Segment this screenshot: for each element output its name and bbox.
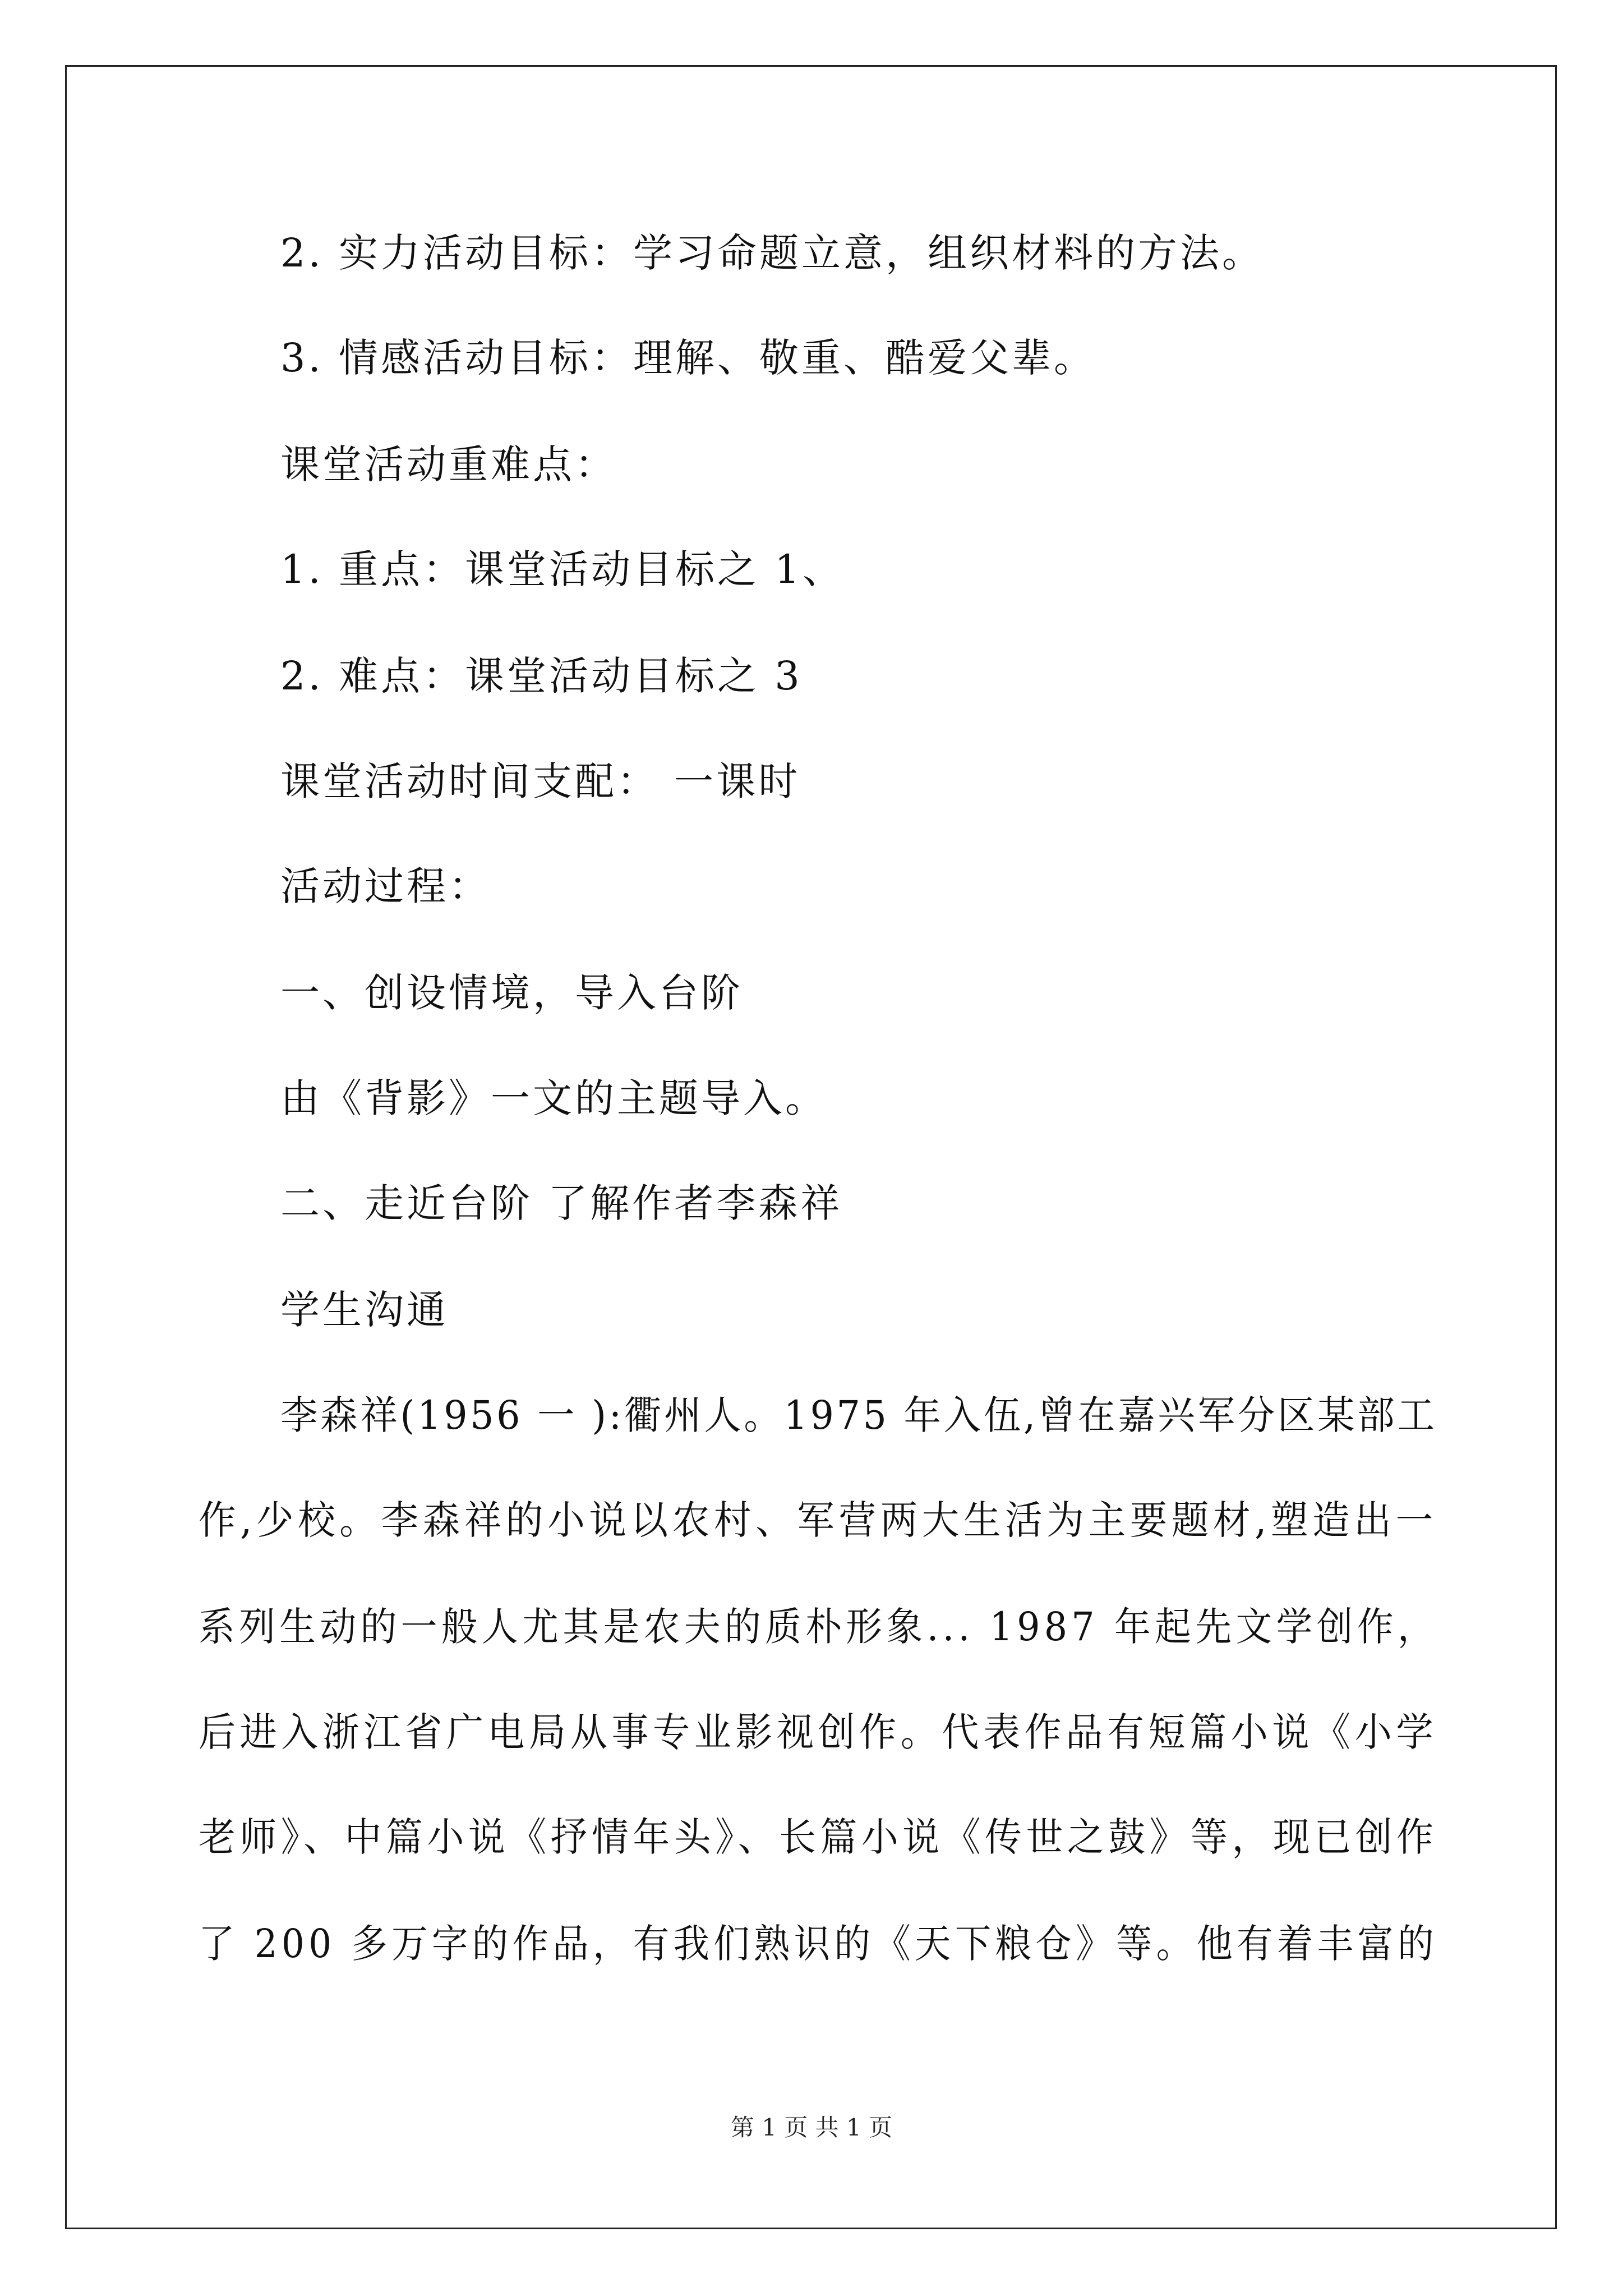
process-heading: 活动过程： <box>280 863 491 909</box>
student-communication-line: 学生沟通 <box>280 1287 449 1333</box>
goal-emotion-line: 3. 情感活动目标：理解、敬重、酷爱父辈。 <box>280 335 1096 381</box>
difficult-point-line: 2. 难点：课堂活动目标之 3 <box>280 653 803 699</box>
author-bio-line-2: 作,少校。李森祥的小说以农村、军营两大生活为主要题材,塑造出一 <box>199 1497 1437 1543</box>
section-one-text: 由《背影》一文的主题导入。 <box>280 1075 827 1121</box>
class-time-line: 课堂活动时间支配： 一课时 <box>280 758 801 804</box>
section-two-heading: 二、走近台阶 了解作者李森祥 <box>280 1180 843 1226</box>
key-point-line: 1. 重点：课堂活动目标之 1、 <box>280 546 845 592</box>
section-one-heading: 一、创设情境，导入台阶 <box>280 970 743 1016</box>
author-bio-line-5: 老师》、中篇小说《抒情年头》、长篇小说《传世之鼓》等，现已创作 <box>199 1814 1438 1860</box>
author-bio-line-3: 系列生动的一般人尤其是农夫的质朴形象... 1987 年起先文学创作， <box>199 1604 1438 1650</box>
page-number-footer: 第 1 页 共 1 页 <box>730 2114 893 2141</box>
author-bio-line-1: 李森祥(1956 一 ):衢州人。1975 年入伍,曾在嘉兴军分区某部工 <box>280 1392 1437 1438</box>
page-border <box>65 65 1557 2229</box>
key-points-heading: 课堂活动重难点： <box>280 441 617 487</box>
author-bio-line-6: 了 200 多万字的作品，有我们熟识的《天下粮仓》等。他有着丰富的 <box>199 1921 1438 1967</box>
author-bio-line-4: 后进入浙江省广电局从事专业影视创作。代表作品有短篇小说《小学 <box>199 1709 1437 1755</box>
goal-ability-line: 2. 实力活动目标：学习命题立意，组织材料的方法。 <box>280 230 1265 276</box>
